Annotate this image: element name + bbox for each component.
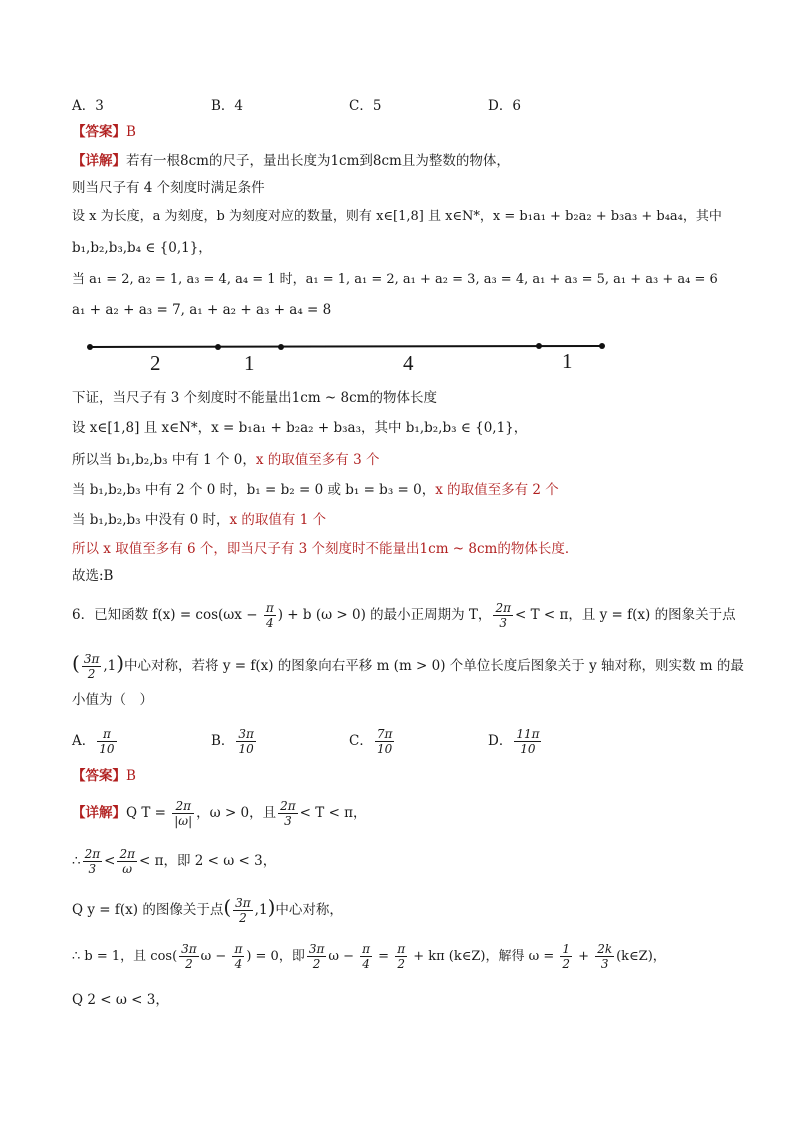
q6-stem-line-1	[72, 600, 736, 630]
denominator: 10	[99, 742, 115, 756]
fraction	[360, 942, 372, 971]
tick-mark	[87, 344, 93, 350]
q6-stem-line-2	[72, 648, 744, 681]
q5-detail-line-2: 则当尺子有 4 个刻度时满足条件	[72, 180, 265, 196]
denominator: 2	[185, 957, 193, 971]
denominator: 4	[234, 957, 243, 971]
numerator: π	[234, 942, 243, 956]
fraction	[236, 727, 256, 756]
less-than: <	[104, 853, 116, 869]
fraction	[493, 601, 513, 630]
fraction	[514, 727, 541, 756]
denominator: 2	[397, 957, 405, 971]
numerator: 2π	[495, 601, 511, 615]
detail-text: ω −	[328, 949, 359, 964]
numerator: 3π	[308, 942, 325, 956]
fraction	[83, 847, 103, 876]
detail-text: Q T =	[126, 805, 171, 821]
point-y: ,1	[254, 902, 268, 918]
denominator: 10	[376, 742, 393, 756]
numerator: 2π	[119, 847, 135, 861]
detail-text: ，ω > 0，且	[196, 805, 277, 821]
denominator: 4	[362, 957, 370, 971]
case-text: 当 b₁,b₂,b₃ 中没有 0 时，	[72, 512, 230, 528]
detail-tag: 【详解】	[72, 153, 126, 169]
numerator: 2k	[597, 942, 613, 956]
denominator: 2	[87, 667, 96, 681]
case-text: 当 b₁,b₂,b₃ 中有 2 个 0 时，b₁ = b₂ = 0 或 b₁ = b₃ = 0，	[72, 482, 436, 498]
q6-detail-line-3	[72, 890, 343, 927]
q5-answer	[72, 122, 136, 142]
numerator: π	[265, 601, 274, 615]
detail-text: Q y = f(x) 的图像关于点	[72, 902, 224, 918]
tick-mark	[278, 344, 284, 350]
numerator: π	[362, 942, 371, 956]
numerator: 3π	[181, 942, 197, 956]
fraction	[233, 896, 253, 925]
numerator: 3π	[238, 727, 254, 741]
option-letter: A．	[72, 733, 96, 749]
option-letter: C．	[349, 733, 373, 749]
fraction	[82, 652, 102, 681]
detail-text: 中心对称，	[275, 902, 343, 918]
denominator: 10	[238, 742, 254, 756]
numerator: 1	[562, 942, 571, 956]
fraction	[595, 942, 614, 971]
option-letter: B．	[211, 733, 235, 749]
case-result: x 的取值至多有 2 个	[435, 482, 559, 498]
fraction	[179, 942, 199, 971]
q5-proof-line-1: 下证，当尺子有 3 个刻度时不能量出1cm ~ 8cm的物体长度	[72, 390, 437, 406]
therefore-symbol: ∴	[72, 853, 81, 869]
detail-text: ω −	[200, 949, 231, 964]
fraction	[117, 847, 137, 876]
q5-proof-line-2: 设 x∈[1,8] 且 x∈N*，x = b₁a₁ + b₂a₂ + b₃a₃，其中 b₁,b₂,b₃ ∈ {0,1}，	[72, 420, 528, 436]
case-result: x 的取值有 1 个	[229, 512, 327, 528]
q6-stem-line-3: 小值为（ ）	[72, 692, 153, 708]
stem-text: < T < π，且 y = f(x) 的图象关于点	[514, 607, 736, 623]
detail-text: 若有一根8cm的尺子，量出长度为1cm到8cm且为整数的物体，	[126, 153, 510, 169]
q5-choice: 故选:B	[72, 568, 114, 584]
stem-text: ) + b (ω > 0) 的最小正周期为 T，	[277, 607, 492, 623]
fraction	[278, 799, 298, 828]
open-paren: (	[72, 651, 80, 675]
q5-detail-line-6: a₁ + a₂ + a₃ = 7, a₁ + a₂ + a₃ + a₄ = 8	[72, 302, 332, 318]
q5-case-2	[72, 480, 559, 500]
stem-text: 6．已知函数 f(x) = cos(ωx −	[72, 607, 262, 623]
q6-option-b	[211, 726, 258, 756]
denominator: 10	[520, 742, 536, 756]
detail-text: < π，即 2 < ω < 3，	[138, 853, 277, 869]
numerator: 2π	[172, 799, 194, 814]
segment-label: 2	[150, 351, 161, 375]
denominator: 2	[239, 911, 247, 925]
tick-mark	[536, 343, 542, 349]
q5-option-b: B．4	[211, 98, 244, 114]
tick-mark	[215, 344, 221, 350]
fraction	[264, 601, 276, 630]
answer-value: B	[126, 124, 136, 140]
numerator: 7π	[376, 727, 393, 741]
detail-text: =	[374, 949, 394, 964]
detail-tag: 【详解】	[72, 805, 126, 821]
numerator: 2π	[280, 799, 296, 813]
denominator: 3	[88, 862, 97, 876]
stem-text: 中心对称，若将 y = f(x) 的图象向右平移 m (m > 0) 个单位长度后图象关于 y 轴对称，则实数 m 的最	[124, 658, 744, 674]
q6-option-d	[488, 726, 543, 756]
q6-detail-line-2	[72, 844, 276, 878]
case-text: 所以当 b₁,b₂,b₃ 中有 1 个 0，	[72, 452, 256, 468]
numerator: π	[397, 942, 406, 956]
segment-label: 4	[403, 351, 414, 375]
fraction	[375, 727, 395, 756]
detail-text: ∴ b = 1，且 cos(	[72, 949, 178, 964]
q5-case-3	[72, 510, 326, 530]
denominator: 2	[312, 957, 321, 971]
q5-option-c: C．5	[349, 98, 382, 114]
fraction	[307, 942, 327, 971]
answer-tag: 【答案】	[72, 768, 126, 784]
option-letter: D．	[488, 733, 513, 749]
q6-option-a	[72, 726, 119, 756]
q5-case-1	[72, 450, 379, 470]
q6-detail-line-4	[72, 940, 666, 974]
answer-value: B	[126, 768, 136, 784]
point-y: ,1	[103, 658, 117, 674]
q5-option-d: D．6	[488, 98, 521, 114]
answer-tag: 【答案】	[72, 124, 126, 140]
detail-text: +	[574, 949, 594, 964]
q5-conclusion: 所以 x 取值至多有 6 个，即当尺子有 3 个刻度时不能量出1cm ~ 8cm的物体长度．	[72, 541, 579, 557]
detail-text: (k∈Z)，	[616, 949, 666, 964]
fraction	[232, 942, 244, 971]
q5-detail-line-1	[72, 151, 510, 171]
q6-option-c	[349, 726, 396, 756]
fraction	[172, 799, 194, 828]
numerator: 3π	[83, 652, 100, 666]
fraction	[560, 942, 572, 971]
denominator: 3	[284, 814, 292, 828]
open-paren: (	[223, 895, 232, 919]
denominator: 2	[562, 957, 571, 971]
tick-mark	[599, 343, 605, 349]
denominator: 4	[265, 616, 274, 630]
close-paren: )	[116, 651, 125, 675]
q6-detail-line-1	[72, 796, 367, 830]
denominator: |ω|	[174, 814, 193, 828]
fraction	[97, 727, 116, 756]
ruler-line	[90, 346, 602, 347]
numerator: 3π	[235, 896, 251, 910]
q5-detail-line-3: 设 x 为长度，a 为刻度，b 为刻度对应的数量，则有 x∈[1,8] 且 x∈N*，x = b₁a₁ + b₂a₂ + b₃a₃ + b₄a₄，其中	[72, 209, 722, 224]
close-paren: )	[267, 895, 276, 919]
ruler-diagram	[88, 338, 608, 378]
segment-label: 1	[244, 351, 255, 375]
case-result: x 的取值至多有 3 个	[255, 452, 380, 468]
denominator: 3	[600, 957, 609, 971]
fraction	[395, 942, 407, 971]
segment-label: 1	[562, 349, 573, 373]
detail-text: ) = 0，即	[246, 949, 305, 964]
q5-detail-line-4: b₁,b₂,b₃,b₄ ∈ {0,1}，	[72, 240, 212, 256]
ruler-svg	[88, 338, 608, 378]
q6-detail-line-5: Q 2 < ω < 3，	[72, 992, 169, 1008]
q5-option-a: A．3	[72, 98, 104, 114]
denominator: ω	[122, 862, 133, 876]
q6-answer	[72, 766, 136, 786]
numerator: 2π	[84, 847, 101, 861]
numerator: 11π	[516, 727, 540, 741]
detail-text: + kπ (k∈Z)，解得 ω =	[409, 949, 559, 964]
numerator: π	[97, 727, 116, 742]
denominator: 3	[499, 616, 508, 630]
q5-detail-line-5: 当 a₁ = 2, a₂ = 1, a₃ = 4, a₄ = 1 时，a₁ = 1, a₁ = 2, a₁ + a₂ = 3, a₃ = 4, a₁ + a₃ = 5, a₁ + a₃ + a₄ = 6	[72, 272, 718, 287]
detail-text: < T < π，	[299, 805, 367, 821]
